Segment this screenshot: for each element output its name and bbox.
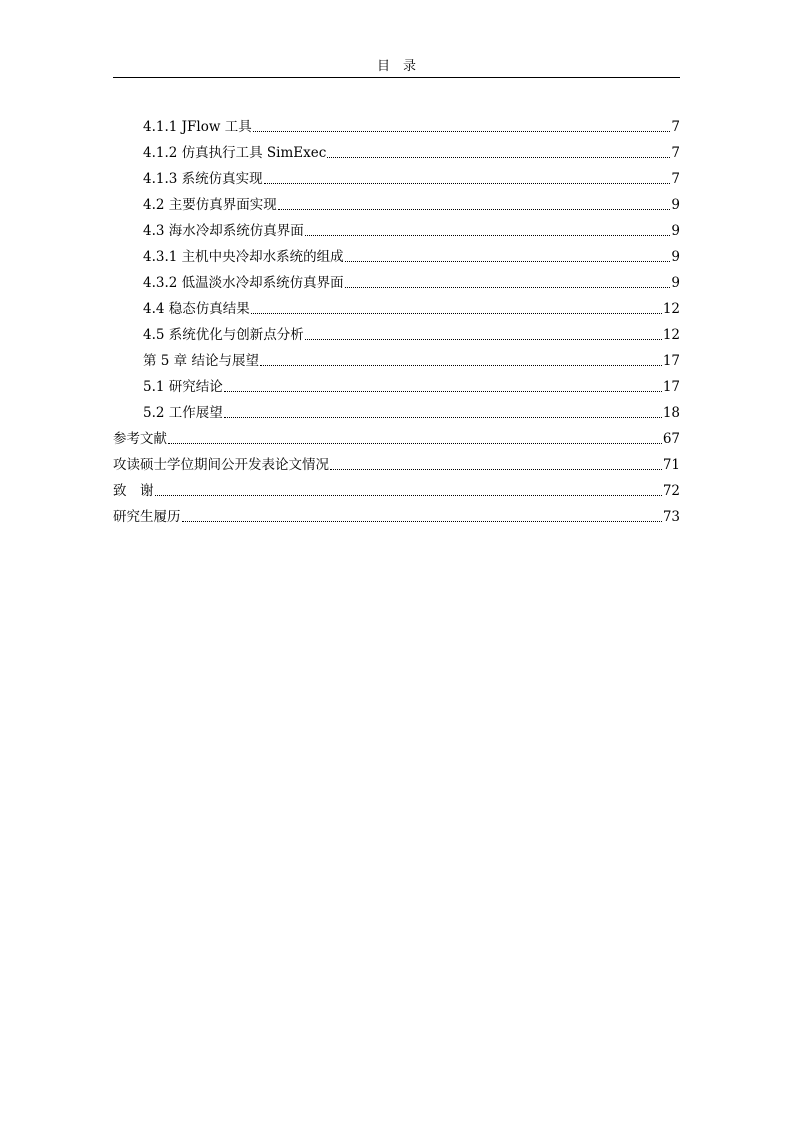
toc-entry-page: 71 (662, 457, 680, 473)
toc-dot-leader (251, 312, 662, 314)
toc-entry[interactable] (143, 299, 680, 319)
toc-dot-leader (330, 468, 662, 470)
toc-dot-leader (168, 442, 662, 444)
toc-entry-page: 7 (671, 119, 680, 135)
toc-dot-leader (155, 494, 662, 496)
toc-entry-label: 4.5 系统优化与创新点分析 (143, 327, 304, 343)
toc-entry-label: 攻读硕士学位期间公开发表论文情况 (113, 457, 329, 473)
toc-entry-label: 4.3.2 低温淡水冷却系统仿真界面 (143, 275, 344, 291)
toc-entry-label: 4.3.1 主机中央冷却水系统的组成 (143, 249, 344, 265)
toc-entry-page: 67 (662, 431, 680, 447)
toc-entry[interactable] (113, 507, 680, 527)
toc-entry[interactable] (143, 143, 680, 163)
toc-dot-leader (253, 130, 671, 132)
toc-entry[interactable] (143, 273, 680, 293)
toc-entry-label: 4.1.1 JFlow 工具 (143, 119, 252, 135)
toc-entry-label: 致 谢 (113, 483, 154, 499)
toc-entry-page: 7 (671, 145, 680, 161)
toc-entry-page: 17 (662, 353, 680, 369)
toc-entry-page: 7 (671, 171, 680, 187)
toc-entry[interactable] (143, 403, 680, 423)
toc-dot-leader (264, 182, 671, 184)
toc-entry-label: 4.2 主要仿真界面实现 (143, 197, 277, 213)
toc-dot-leader (345, 286, 671, 288)
toc-entry-page: 12 (662, 327, 680, 343)
toc-entry-page: 17 (662, 379, 680, 395)
toc-entry[interactable] (113, 481, 680, 501)
toc-entry-page: 73 (662, 509, 680, 525)
toc-entry-page: 9 (671, 275, 680, 291)
toc-entry-page: 9 (671, 223, 680, 239)
toc-entry-label: 第 5 章 结论与展望 (143, 353, 259, 369)
toc-entry-page: 9 (671, 197, 680, 213)
toc-entry[interactable] (143, 247, 680, 267)
toc-entry[interactable] (143, 169, 680, 189)
toc-dot-leader (345, 260, 671, 262)
toc-dot-leader (224, 390, 662, 392)
toc-entry-page: 72 (662, 483, 680, 499)
toc-dot-leader (278, 208, 671, 210)
toc-entry-label: 4.1.3 系统仿真实现 (143, 171, 263, 187)
toc-dot-leader (182, 520, 662, 522)
toc-dot-leader (305, 338, 662, 340)
toc-dot-leader (305, 234, 671, 236)
toc-dot-leader (260, 364, 662, 366)
toc-entry-page: 12 (662, 301, 680, 317)
toc-entry[interactable] (143, 221, 680, 241)
toc-entry[interactable] (113, 429, 680, 449)
toc-dot-leader (327, 156, 670, 158)
toc-entry-label: 4.4 稳态仿真结果 (143, 301, 250, 317)
toc-entry-label: 研究生履历 (113, 509, 181, 525)
toc-entry[interactable] (143, 377, 680, 397)
toc-entry[interactable] (113, 455, 680, 475)
toc-entry-page: 9 (671, 249, 680, 265)
toc-entry[interactable] (143, 325, 680, 345)
toc-entry-label: 参考文献 (113, 431, 167, 447)
toc-dot-leader (224, 416, 662, 418)
header-rule (113, 77, 680, 78)
toc-entry[interactable] (143, 195, 680, 215)
toc-entry-label: 4.3 海水冷却系统仿真界面 (143, 223, 304, 239)
toc-entry-label: 5.2 工作展望 (143, 405, 223, 421)
toc-entry[interactable] (143, 351, 680, 371)
toc-entry-label: 4.1.2 仿真执行工具 SimExec (143, 145, 327, 161)
page-header-title: 目 录 (376, 59, 416, 74)
toc-entry-label: 5.1 研究结论 (143, 379, 223, 395)
toc-entry[interactable] (143, 117, 680, 137)
toc-entry-page: 18 (662, 405, 680, 421)
